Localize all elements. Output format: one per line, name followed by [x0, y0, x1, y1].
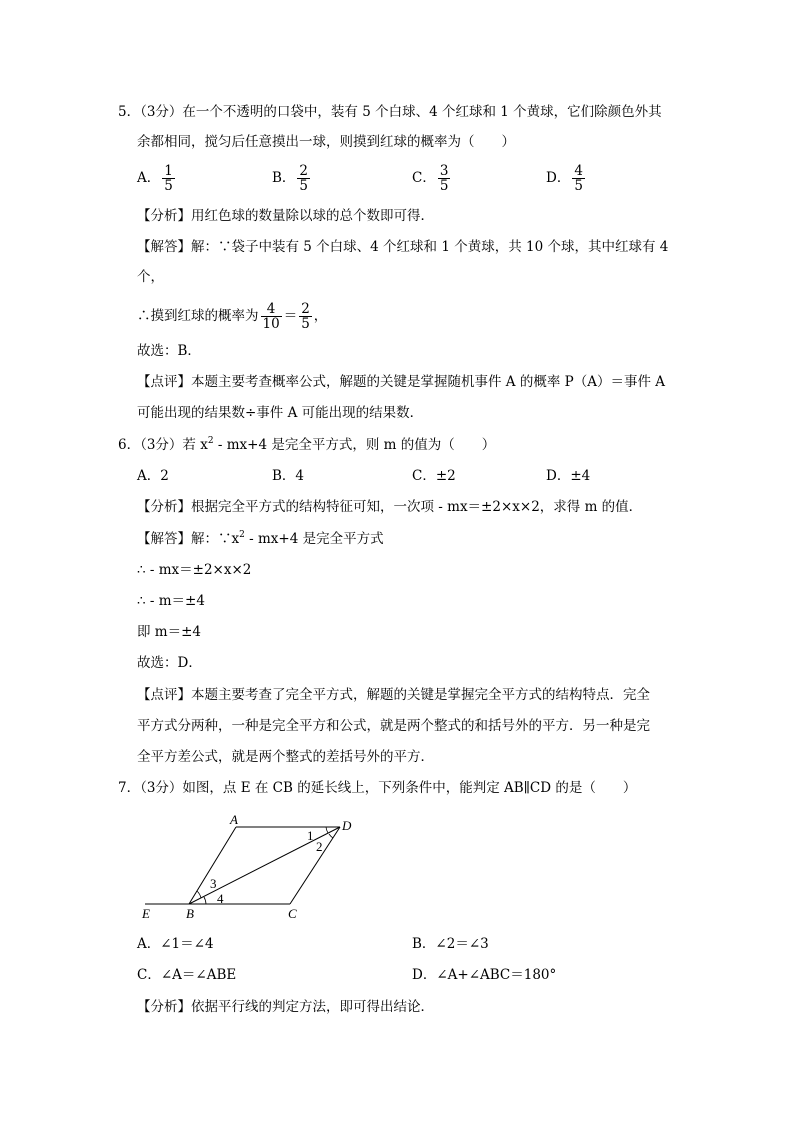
solution-tag: 【解答】: [137, 239, 191, 255]
q6-analysis: [137, 497, 642, 517]
analysis-tag: 【分析】: [137, 499, 191, 515]
option-label: C．: [412, 170, 436, 186]
q7-option-c[interactable]: C．∠A＝∠ABE: [137, 967, 237, 983]
option-label: B．: [272, 170, 296, 186]
numerator: 4: [261, 302, 282, 317]
prob-prefix: ∴摸到红球的概率为: [137, 308, 259, 324]
denominator: 5: [439, 178, 449, 194]
numerator: 2: [299, 163, 309, 179]
q7-analysis: [137, 997, 434, 1017]
equals-sign: ＝: [283, 308, 298, 324]
comma: ，: [313, 308, 328, 324]
q6-step1: ∴ - mx＝±2×x×2: [137, 562, 252, 578]
q5-comment-line2: 可能出现的结果数÷事件 A 可能出现的结果数．: [137, 405, 424, 421]
q5-analysis: [137, 206, 434, 226]
denominator: 5: [164, 178, 173, 194]
solution-suffix: - mx+4 是完全平方式: [244, 531, 384, 547]
solution-prefix: 解：∵x: [191, 531, 240, 547]
numerator: 1: [164, 163, 173, 179]
q6-comment-line2: 平方式分两种，一种是完全平方和公式，就是两个整式的和括号外的平方．另一种是完: [137, 718, 650, 734]
numerator: 3: [439, 163, 449, 179]
label-a: A: [230, 812, 238, 827]
angle-arc-4: [204, 897, 206, 904]
q6-solution: [137, 529, 384, 551]
q5-solution-line2: 个，: [137, 269, 164, 285]
analysis-text: 用红色球的数量除以球的总个数即可得．: [191, 208, 434, 224]
q6-step2: ∴ - m＝±4: [137, 593, 205, 609]
q5-solution-line1: [137, 237, 668, 257]
solution-text: 解：∵袋子中装有 5 个白球、4 个红球和 1 个黄球，共 10 个球，其中红球有 4: [191, 239, 669, 255]
q5-option-d[interactable]: [546, 164, 587, 193]
numerator: 4: [574, 163, 583, 179]
superscript: 2: [207, 436, 214, 446]
angle-arc-1: [326, 827, 328, 833]
q5-stem-line1: 5．（3分）在一个不透明的口袋中，装有 5 个白球、4 个红球和 1 个黄球，它们除颜色外其: [118, 104, 662, 120]
angle-label-4: 4: [217, 891, 224, 906]
label-d: D: [342, 818, 352, 833]
fraction: [162, 164, 175, 193]
analysis-text: 根据完全平方式的结构特征可知，一次项 - mx＝±2×x×2，求得 m 的值．: [191, 499, 643, 515]
q6-option-c[interactable]: C．±2: [412, 468, 456, 484]
angle-arc-3: [197, 891, 201, 898]
fraction: [438, 164, 451, 193]
angle-arc-2: [329, 834, 333, 838]
fraction-4-10: [261, 302, 282, 331]
angle-label-1: 1: [307, 828, 314, 843]
option-label: A．: [137, 170, 161, 186]
q7-stem: 7．（3分）如图，点 E 在 CB 的延长线上，下列条件中，能判定 AB∥CD 的是（ ）: [118, 780, 637, 796]
label-e: E: [142, 906, 150, 921]
q6-stem: [118, 435, 495, 457]
analysis-tag: 【分析】: [137, 208, 191, 224]
q7-option-b[interactable]: B．∠2＝∠3: [412, 936, 489, 952]
q5-option-a[interactable]: [137, 164, 177, 193]
fraction: [572, 164, 585, 193]
comment-text: 本题主要考查了完全平方式，解题的关键是掌握完全平方式的结构特点．完全: [191, 687, 650, 703]
q5-option-c[interactable]: [412, 164, 452, 193]
numerator: 2: [301, 301, 310, 317]
denominator: 5: [574, 178, 583, 194]
q5-answer: 故选：B．: [137, 343, 201, 359]
q5-comment-line1: [137, 372, 665, 392]
angle-label-3: 3: [210, 876, 217, 891]
q6-answer: 故选：D．: [137, 655, 202, 671]
q5-option-b[interactable]: [272, 164, 312, 193]
line-dc: [290, 827, 340, 904]
solution-tag: 【解答】: [137, 531, 191, 547]
comment-tag: 【点评】: [137, 687, 191, 703]
q5-stem-line2: 余都相同，搅匀后任意摸出一球，则摸到红球的概率为（ ）: [137, 134, 515, 150]
superscript: 2: [239, 530, 245, 540]
fraction: [297, 164, 310, 193]
q6-option-d[interactable]: D．±4: [546, 468, 591, 484]
comment-tag: 【点评】: [137, 374, 191, 390]
q6-comment-line1: [137, 685, 650, 705]
angle-label-2: 2: [316, 839, 323, 854]
denominator: 5: [299, 178, 309, 194]
q6-option-a[interactable]: A．2: [137, 468, 169, 484]
label-c: C: [288, 906, 297, 921]
q6-suffix: - mx+4 是完全平方式，则 m 的值为（ ）: [213, 437, 496, 453]
label-b: B: [186, 906, 194, 921]
q6-comment-line3: 全平方差公式，就是两个整式的差括号外的平方．: [137, 749, 434, 765]
q5-probability: [137, 302, 327, 331]
q6-step3: 即 m＝±4: [137, 624, 201, 640]
denominator: 10: [262, 316, 280, 332]
fraction-2-5: [299, 302, 312, 331]
analysis-tag: 【分析】: [137, 999, 191, 1015]
analysis-text: 依据平行线的判定方法，即可得出结论．: [191, 999, 434, 1015]
q6-option-b[interactable]: B．4: [272, 468, 305, 484]
q7-option-a[interactable]: A．∠1＝∠4: [137, 936, 214, 952]
denominator: 5: [301, 316, 310, 332]
parallelogram-figure: [130, 808, 370, 923]
option-label: D．: [546, 170, 571, 186]
comment-text: 本题主要考查概率公式，解题的关键是掌握随机事件 A 的概率 P（A）＝事件 A: [191, 374, 665, 390]
q6-prefix: 6．（3分）若 x: [118, 437, 208, 453]
q7-option-d[interactable]: D．∠A+∠ABC＝180°: [412, 967, 557, 983]
